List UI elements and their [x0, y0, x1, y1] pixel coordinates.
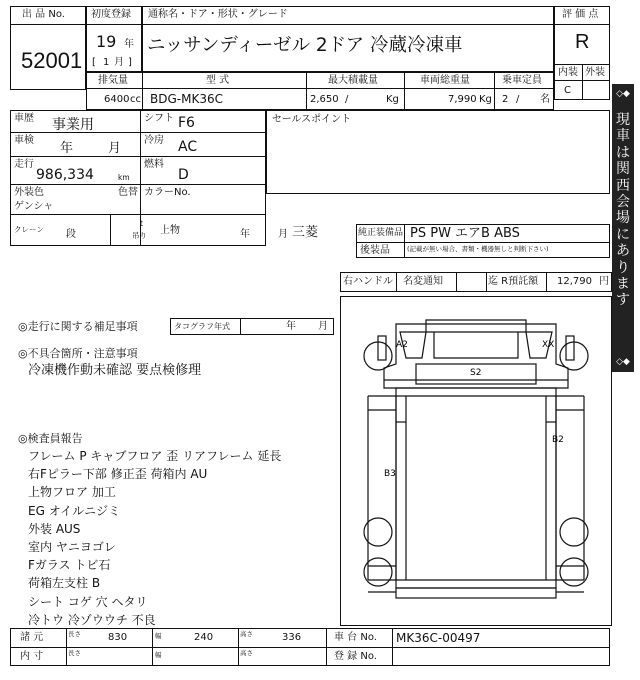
damage-label: B2 [552, 435, 564, 445]
upper-maker: 三菱 [292, 225, 319, 240]
sidebar-char: 車 [616, 128, 630, 145]
fuel-label: 燃料 [144, 159, 164, 170]
capacity-label: 乗車定員 [502, 75, 542, 86]
inspector-label: ◎検査員報告 [18, 432, 83, 445]
damage-label: B3 [384, 469, 396, 479]
info-row-4 [10, 214, 266, 215]
footer-split-4 [326, 628, 327, 666]
tacho-month: 月 [318, 321, 328, 332]
shift-label: シフト [144, 113, 174, 124]
max-load-kg: Kg [386, 94, 399, 105]
upper-label: 上物 [160, 225, 180, 236]
chassis-label: 車 台 No. [334, 632, 377, 643]
inspector-line: 荷箱左支柱 B [28, 576, 101, 591]
first-reg-divider [86, 24, 142, 25]
tacho-label: タコグラフ年式 [174, 322, 230, 331]
inspector-line: 右Fピラー下部 修正歪 荷箱内 AU [28, 467, 208, 482]
length-label: 長さ [68, 630, 81, 638]
inspection-label: 車検 [14, 135, 34, 146]
damage-label: XX [542, 340, 555, 350]
info-row-3 [10, 184, 266, 185]
inner-length-label: 長さ [68, 649, 81, 657]
crane-stage: 段 [66, 229, 76, 240]
lot-label: 出 品 No. [22, 9, 65, 20]
first-reg-year: 19 [96, 32, 117, 51]
bracket-close: ] [128, 57, 132, 68]
grade-split [582, 64, 583, 100]
model-value: BDG-MK36C [150, 92, 223, 106]
tacho-year: 年 [286, 321, 296, 332]
info-split-color [110, 214, 111, 246]
inspection-year: 年 [60, 141, 74, 156]
footer-divider [10, 647, 610, 648]
car-name: ニッサンディーゼル 2ドア 冷蔵冷凍車 [147, 35, 463, 56]
color-no-label: カラーNo. [144, 187, 191, 198]
retrofit-label: 後装品 [360, 245, 390, 256]
car-name-label: 通称名・ドア・形状・グレード [148, 9, 288, 20]
gross-weight-value: 7,990 [448, 94, 477, 105]
defect-label: ◎不具合箇所・注意事項 [18, 347, 138, 360]
inner-width-label: 幅 [155, 651, 162, 659]
bracket-open: [ [92, 57, 96, 68]
first-reg-year-unit: 年 [124, 39, 134, 50]
capacity-slash: / [516, 94, 520, 105]
fuel-value: D [178, 167, 189, 183]
mileage-value: 986,334 [36, 167, 94, 183]
inner-height-label: 高さ [240, 649, 253, 657]
max-load-slash: / [345, 94, 349, 105]
height-value: 336 [282, 632, 302, 643]
inspector-line: 冷トウ 冷ゾウウチ 不良 [28, 612, 156, 627]
truck-damage-diagram [340, 296, 612, 626]
interior-label: 内装 [558, 67, 578, 78]
sidebar-diamond-top: ◇◆ [616, 89, 630, 99]
spec-split-3 [404, 72, 405, 110]
footer-split-5 [392, 628, 393, 666]
sales-point-label: セールスポイント [272, 114, 352, 125]
info-row-1 [10, 132, 266, 133]
status-split-4 [546, 272, 547, 292]
color-label: 外装色 [14, 187, 44, 198]
reg-label: 登 録 No. [334, 651, 377, 662]
info-row-2 [10, 156, 266, 157]
displacement-label: 排気量 [98, 75, 128, 86]
upper-year: 年 [240, 229, 250, 240]
crane-label: クレーン [14, 225, 44, 234]
damage-label: S2 [470, 368, 482, 378]
sidebar-char: 現 [616, 112, 630, 128]
inspector-line: EG オイルニジミ [28, 503, 121, 518]
crane-hanging: 吊り [132, 231, 147, 240]
crane-t: t [140, 219, 143, 228]
spec-split-2 [306, 72, 307, 110]
footer-split-2 [152, 628, 153, 666]
inspector-line: 上物フロア 加工 [28, 485, 116, 500]
dims-label: 諸 元 [20, 632, 44, 643]
tacho-split [240, 318, 241, 335]
footer-split-3 [238, 628, 239, 666]
inspector-report [28, 447, 281, 629]
width-value: 240 [194, 632, 214, 643]
retrofit-note: (記載が無い場合、書類・機器無しと判断下さい) [407, 245, 549, 253]
cc-unit: cc [130, 94, 141, 105]
gross-weight-kg: Kg [479, 94, 492, 105]
height-label: 高さ [240, 630, 253, 638]
shift-value: F6 [178, 115, 195, 131]
handle-label: 右ハンドル [343, 276, 393, 287]
color-value: ゲンシャ [14, 201, 54, 212]
footer-split-1 [66, 628, 67, 666]
sidebar-text [612, 112, 634, 309]
tax-label: 迄 R預託額 [488, 276, 539, 287]
grade-label: 評 価 点 [562, 9, 599, 20]
equipment-split [404, 224, 405, 258]
sidebar-char: 関 [616, 161, 630, 178]
spec-divider [86, 88, 554, 89]
car-name-divider [142, 24, 554, 25]
supplement-label: ◎走行に関する補足事項 [18, 320, 138, 333]
spec-split-4 [494, 72, 495, 110]
ac-label: 冷房 [144, 135, 164, 146]
color-code-label: 色替 [118, 187, 138, 198]
model-label: 型 式 [206, 75, 230, 86]
first-reg-label: 初度登録 [91, 9, 131, 20]
status-split-2 [456, 272, 457, 292]
displacement-value: 6400 [104, 94, 130, 105]
sidebar-char: り [616, 259, 630, 276]
grade-divider-1 [554, 24, 610, 25]
interior-value: C [564, 85, 571, 96]
lot-divider [10, 24, 86, 25]
damage-label: A2 [396, 340, 408, 350]
sidebar-char: あ [616, 243, 630, 260]
sidebar-char: 会 [616, 194, 630, 211]
length-value: 830 [108, 632, 128, 643]
name-change-label: 名変通知 [403, 276, 443, 287]
status-split-1 [396, 272, 397, 292]
status-split-3 [486, 272, 487, 292]
max-load-label: 最大積載量 [328, 75, 378, 86]
capacity-unit: 名 [540, 94, 550, 105]
yen-unit: 円 [599, 276, 609, 287]
history-label: 車歴 [14, 113, 34, 124]
sidebar-char: す [616, 292, 630, 309]
equipment-label: 純正装備品 [358, 228, 404, 238]
inspector-line: Fガラス トビ石 [28, 558, 111, 573]
capacity-value: 2 [502, 94, 509, 105]
upper-month: 月 [278, 229, 288, 240]
sidebar-char: に [616, 226, 630, 243]
inspector-line: 外装 AUS [28, 521, 81, 536]
gross-weight-label: 車両総重量 [420, 75, 470, 86]
inspector-line: 室内 ヤニヨゴレ [28, 539, 116, 554]
exterior-label: 外装 [585, 67, 605, 78]
max-load-value: 2,650 [310, 94, 339, 105]
tax-value: 12,790 [557, 276, 592, 287]
width-label: 幅 [155, 632, 162, 640]
sidebar-char: 西 [616, 177, 630, 194]
spec-split-1 [142, 72, 143, 110]
defect-text: 冷凍機作動未確認 要点検修理 [28, 363, 202, 378]
lot-number: 52001 [21, 48, 83, 73]
first-reg-month: 1 [103, 57, 110, 68]
mileage-label: 走行 [14, 159, 34, 170]
ac-value: AC [178, 139, 198, 155]
location-sidebar [612, 84, 634, 372]
sidebar-char: は [616, 144, 630, 161]
mileage-km: km [118, 173, 130, 182]
sidebar-char: ま [616, 276, 630, 293]
inspector-line: シート コゲ 穴 ヘタリ [28, 594, 148, 609]
first-reg-month-unit: 月 [114, 57, 124, 68]
history-value: 事業用 [52, 117, 94, 133]
inspection-month: 月 [108, 141, 122, 156]
grade-value: R [575, 31, 590, 53]
equipment-value: PS PW エアB ABS [410, 226, 520, 241]
inner-label: 内 寸 [20, 651, 44, 662]
inspector-line: フレーム P キャブフロア 歪 リアフレーム 延長 [28, 449, 282, 463]
chassis-value: MK36C-00497 [396, 631, 481, 645]
sidebar-diamond-bottom: ◇◆ [616, 357, 630, 367]
equipment-divider [356, 242, 610, 243]
sidebar-char: 場 [616, 210, 630, 227]
